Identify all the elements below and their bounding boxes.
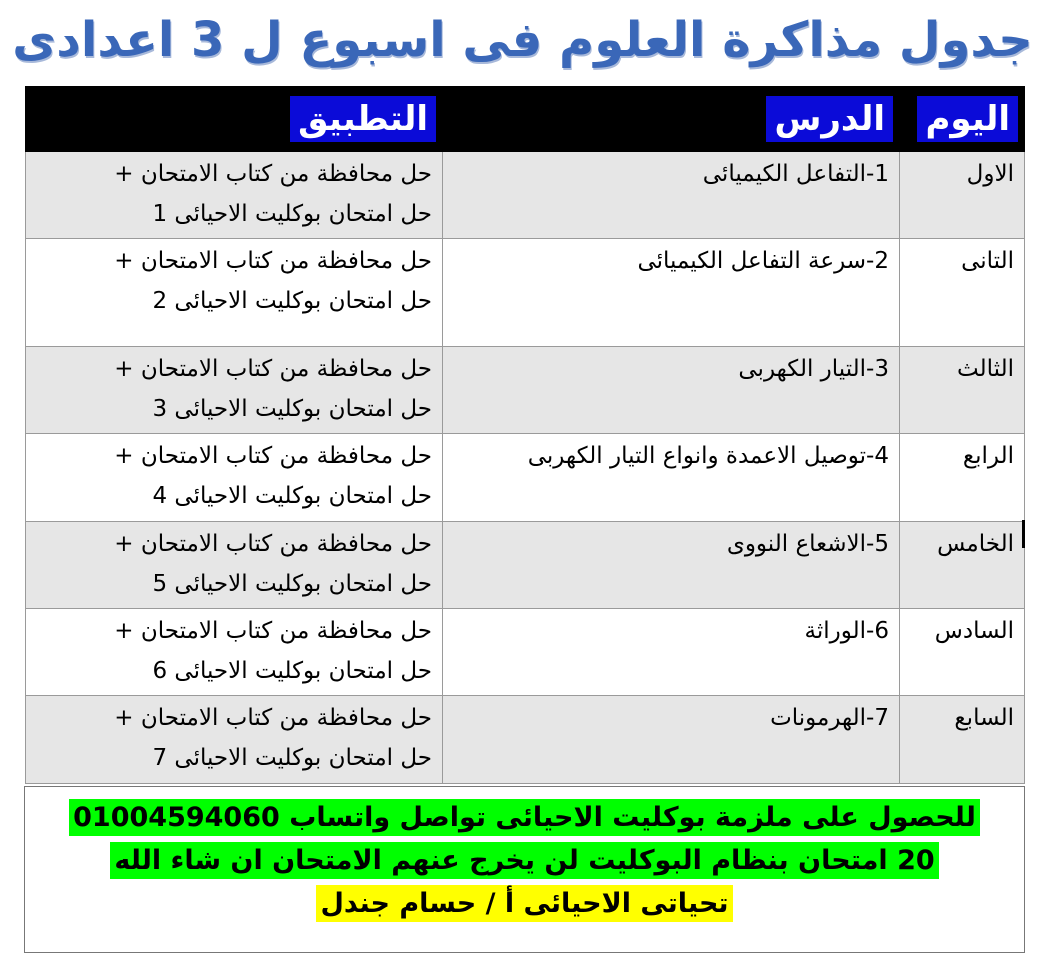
application-cell [26, 521, 443, 608]
day-cell: الثالث [900, 347, 1025, 434]
table-body [26, 152, 1025, 784]
application-cell [26, 152, 443, 239]
application-cell [26, 434, 443, 521]
header-day: اليوم [917, 96, 1018, 142]
day-cell: الاول [900, 152, 1025, 239]
application-line-1: حل محافظة من كتاب الامتحان + [114, 161, 432, 187]
table-row [26, 521, 1025, 608]
application-line-2: حل امتحان بوكليت الاحيائى 7 [152, 744, 432, 771]
table-row [26, 347, 1025, 434]
application-cell [26, 239, 443, 347]
day-cell: التانى [900, 239, 1025, 347]
lesson-cell: 5-الاشعاع النووى [443, 521, 900, 608]
header-row [26, 87, 1025, 152]
table-row [26, 695, 1025, 783]
application-line-1: حل محافظة من كتاب الامتحان + [114, 704, 432, 731]
table-row [26, 239, 1025, 347]
page-title: جدول مذاكرة العلوم فى اسبوع ل 3 اعدادى [12, 12, 1033, 68]
application-line-2: حل امتحان بوكليت الاحيائى 4 [152, 483, 432, 510]
day-cell: السابع [900, 695, 1025, 783]
table-header [26, 87, 1025, 152]
application-line-2: حل امتحان بوكليت الاحيائى 5 [152, 570, 432, 597]
application-line-1: حل محافظة من كتاب الامتحان + [114, 530, 432, 557]
application-line-1: حل محافظة من كتاب الامتحان + [114, 248, 432, 275]
footer-contact-line: للحصول على ملزمة بوكليت الاحيائى تواصل واتساب 01004594060 [69, 799, 980, 836]
table-row [26, 434, 1025, 521]
application-line-2: حل امتحان بوكليت الاحيائى 1 [152, 201, 432, 227]
application-line-2: حل امتحان بوكليت الاحيائى 6 [152, 657, 432, 684]
header-application-cell [26, 87, 443, 152]
lesson-cell: 4-توصيل الاعمدة وانواع التيار الكهربى [443, 434, 900, 521]
header-lesson-cell [443, 87, 900, 152]
table-row [26, 608, 1025, 695]
application-line-1: حل محافظة من كتاب الامتحان + [114, 443, 432, 470]
table-row [26, 152, 1025, 239]
lesson-cell: 3-التيار الكهربى [443, 347, 900, 434]
application-cell [26, 608, 443, 695]
application-line-2: حل امتحان بوكليت الاحيائى 2 [152, 288, 432, 315]
header-application: التطبيق [290, 96, 436, 142]
application-line-2: حل امتحان بوكليت الاحيائى 3 [152, 396, 432, 423]
application-line-1: حل محافظة من كتاب الامتحان + [114, 617, 432, 644]
lesson-cell: 1-التفاعل الكيميائى [443, 152, 900, 239]
day-cell: الخامس [900, 521, 1025, 608]
header-day-cell [900, 87, 1025, 152]
lesson-cell: 7-الهرمونات [443, 695, 900, 783]
lesson-cell: 2-سرعة التفاعل الكيميائى [443, 239, 900, 347]
application-cell [26, 695, 443, 783]
footer-signature-line: تحياتى الاحيائى أ / حسام جندل [316, 885, 732, 922]
day-cell: الرابع [900, 434, 1025, 521]
application-cell [26, 347, 443, 434]
footer-exams-line: 20 امتحان بنظام البوكليت لن يخرج عنهم الامتحان ان شاء الله [110, 842, 938, 879]
footer-box [24, 786, 1025, 953]
day-cell: السادس [900, 608, 1025, 695]
title-area [0, 0, 1045, 84]
edge-marker [1022, 520, 1025, 548]
schedule-table [25, 86, 1025, 784]
application-line-1: حل محافظة من كتاب الامتحان + [114, 356, 432, 383]
header-lesson: الدرس [766, 96, 893, 142]
lesson-cell: 6-الوراثة [443, 608, 900, 695]
